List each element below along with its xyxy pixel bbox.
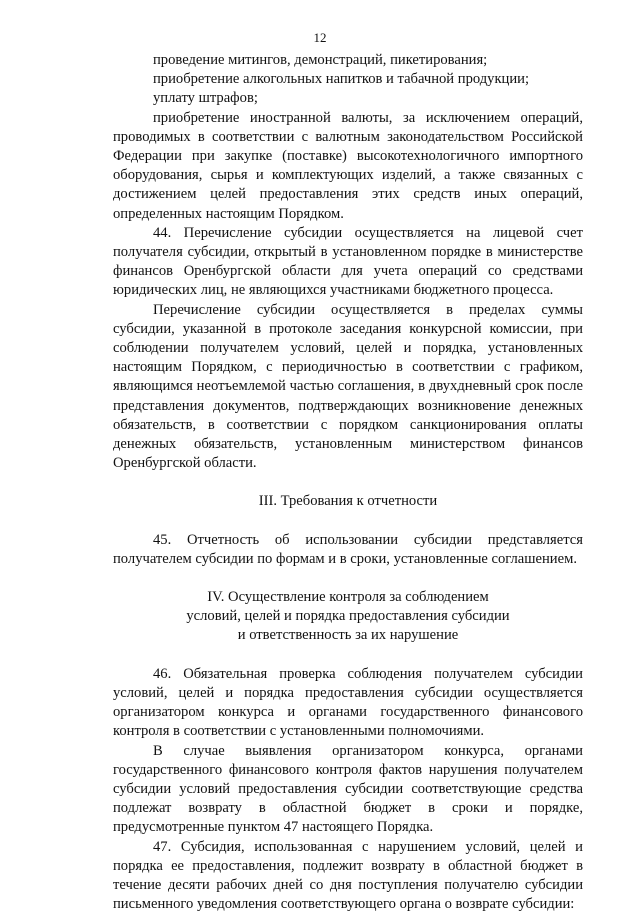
paragraph-44-transfer-limits: Перечисление субсидии осуществляется в пределах суммы субсидии, указанной в протоколе заседания конкурсной комиссии, при соблюдении получателем условий, целей и порядка, установленных настоящим Порядком, с периодичностью в соответствии с графиком, являющимся неотъемлемой частью соглашения, в двухдневный срок после представления документов, подтверждающих возникновение денежных обязательств, в соответствии с порядком санкционирования оплаты денежных обязательств, установленным министерством финансов Оренбургской области. xyxy=(113,301,583,472)
paragraph-47: 47. Субсидия, использованная с нарушением условий, целей и порядка ее предоставления, подлежит возврату в областной бюджет в течение десяти рабочих дней со дня поступления получателю субсидии письменного уведомления соответствующего органа о возврате субсидии: xyxy=(113,838,583,913)
section-heading-4-line-1: IV. Осуществление контроля за соблюдением xyxy=(207,589,489,606)
paragraph-46-violations: В случае выявления организатором конкурса, органами государственного финансового контроля фактов нарушения получателем субсидии условий предоставления субсидии соответствующие средства подлежат возврату в областной бюджет в сроки и порядке, предусмотренные пунктом 47 настоящего Порядка. xyxy=(113,742,583,836)
section-heading-3: III. Требования к отчетности xyxy=(258,493,438,510)
document-body xyxy=(113,51,583,914)
paragraph-45: 45. Отчетность об использовании субсидии представляется получателем субсидии по формам и в сроки, установленные соглашением. xyxy=(113,531,583,567)
section-heading-4 xyxy=(113,588,583,646)
paragraph-46: 46. Обязательная проверка соблюдения получателем субсидии условий, целей и порядка предоставления субсидии осуществляется организатором конкурса и органами государственного финансового контроля в соответствии с установленными полномочиями. xyxy=(113,665,583,740)
paragraph-prohibited-alcohol: приобретение алкогольных напитков и табачной продукции; xyxy=(153,71,530,88)
paragraph-44: 44. Перечисление субсидии осуществляется на лицевой счет получателя субсидии, открытый в установленном порядке в министерстве финансов Оренбургской области для учета операций со средствами юридических лиц, не являющихся участниками бюджетного процесса. xyxy=(113,224,583,299)
section-heading-4-line-3: и ответственность за их нарушение xyxy=(237,627,459,644)
paragraph-prohibited-fines: уплату штрафов; xyxy=(153,90,258,107)
section-heading-4-line-2: условий, целей и порядка предоставления субсидии xyxy=(186,608,510,625)
paragraph-prohibited-rallies: проведение митингов, демонстраций, пикетирования; xyxy=(153,52,488,68)
paragraph-prohibited-currency: приобретение иностранной валюты, за исключением операций, проводимых в соответствии с валютным законодательством Российской Федерации при закупке (поставке) высокотехнологичного импортного оборудования, сырья и комплектующих изделий, а также связанных с достижением целей предоставления этих средств иных операций, определенных настоящим Порядком. xyxy=(113,109,583,222)
page-number: 12 xyxy=(313,30,327,45)
